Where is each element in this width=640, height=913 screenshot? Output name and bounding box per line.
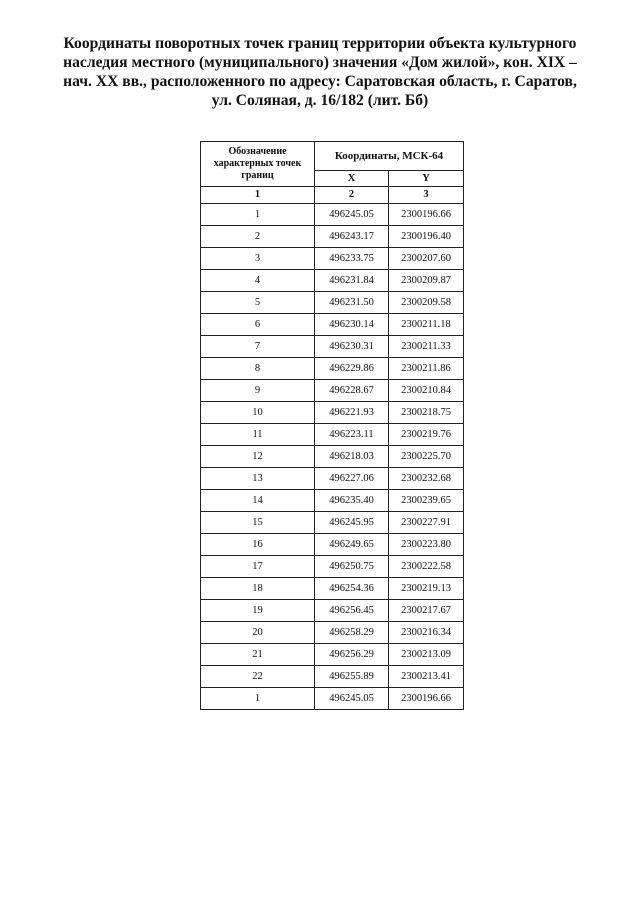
table-row — [201, 534, 464, 556]
point-cell: 22 — [201, 666, 315, 688]
table-row — [201, 578, 464, 600]
x-coordinate-cell: 496243.17 — [315, 226, 389, 248]
point-cell: 19 — [201, 600, 315, 622]
x-coordinate-cell: 496245.05 — [315, 204, 389, 226]
table-row — [201, 314, 464, 336]
x-coordinate-cell: 496256.29 — [315, 644, 389, 666]
x-coordinate-cell: 496255.89 — [315, 666, 389, 688]
table-row — [201, 270, 464, 292]
title-line-3: нач. XX вв., расположенного по адресу: Саратовская область, г. Саратов, — [63, 73, 577, 90]
point-cell: 15 — [201, 512, 315, 534]
point-cell: 10 — [201, 402, 315, 424]
y-coordinate-cell: 2300210.84 — [389, 380, 464, 402]
table-row — [201, 380, 464, 402]
point-cell: 14 — [201, 490, 315, 512]
y-coordinate-cell: 2300211.33 — [389, 336, 464, 358]
point-cell: 6 — [201, 314, 315, 336]
table-row — [201, 226, 464, 248]
y-coordinate-cell: 2300232.68 — [389, 468, 464, 490]
y-coordinate-cell: 2300211.18 — [389, 314, 464, 336]
x-coordinate-cell: 496245.05 — [315, 688, 389, 710]
y-coordinate-cell: 2300219.76 — [389, 424, 464, 446]
table-row — [201, 336, 464, 358]
point-cell: 1 — [201, 688, 315, 710]
y-coordinate-cell: 2300196.66 — [389, 688, 464, 710]
table-row — [201, 446, 464, 468]
table-row — [201, 622, 464, 644]
x-coordinate-cell: 496231.84 — [315, 270, 389, 292]
y-coordinate-cell: 2300218.75 — [389, 402, 464, 424]
x-coordinate-cell: 496227.06 — [315, 468, 389, 490]
title-line-4: ул. Соляная, д. 16/182 (лит. Бб) — [211, 92, 429, 109]
y-coordinate-cell: 2300222.58 — [389, 556, 464, 578]
y-coordinate-cell: 2300216.34 — [389, 622, 464, 644]
column-number-1: 1 — [201, 187, 315, 204]
table-row — [201, 292, 464, 314]
point-cell: 13 — [201, 468, 315, 490]
title-line-2: наследия местного (муниципального) значения «Дом жилой», кон. XIX – — [63, 54, 577, 71]
x-coordinate-cell: 496256.45 — [315, 600, 389, 622]
column-number-3: 3 — [389, 187, 464, 204]
point-cell: 1 — [201, 204, 315, 226]
x-coordinate-cell: 496233.75 — [315, 248, 389, 270]
y-coordinate-cell: 2300209.87 — [389, 270, 464, 292]
point-cell: 11 — [201, 424, 315, 446]
x-coordinate-cell: 496228.67 — [315, 380, 389, 402]
header-coordinates-cell: Координаты, МСК-64 — [315, 142, 464, 171]
header-points-cell: Обозначение характерных точек границ — [201, 142, 315, 187]
x-coordinate-cell: 496258.29 — [315, 622, 389, 644]
y-coordinate-cell: 2300213.41 — [389, 666, 464, 688]
point-cell: 16 — [201, 534, 315, 556]
y-coordinate-cell: 2300196.40 — [389, 226, 464, 248]
x-coordinate-cell: 496231.50 — [315, 292, 389, 314]
point-cell: 17 — [201, 556, 315, 578]
point-cell: 7 — [201, 336, 315, 358]
x-coordinate-cell: 496221.93 — [315, 402, 389, 424]
y-coordinate-cell: 2300219.13 — [389, 578, 464, 600]
point-cell: 5 — [201, 292, 315, 314]
table-row — [201, 556, 464, 578]
title-line-1: Координаты поворотных точек границ территории объекта культурного — [63, 35, 577, 52]
x-coordinate-cell: 496223.11 — [315, 424, 389, 446]
y-coordinate-cell: 2300196.66 — [389, 204, 464, 226]
point-cell: 8 — [201, 358, 315, 380]
table-row — [201, 402, 464, 424]
table-row — [201, 688, 464, 710]
x-coordinate-cell: 496250.75 — [315, 556, 389, 578]
x-coordinate-cell: 496254.36 — [315, 578, 389, 600]
x-coordinate-cell: 496230.14 — [315, 314, 389, 336]
y-coordinate-cell: 2300213.09 — [389, 644, 464, 666]
x-coordinate-cell: 496230.31 — [315, 336, 389, 358]
x-coordinate-cell: 496245.95 — [315, 512, 389, 534]
point-cell: 9 — [201, 380, 315, 402]
document-title — [40, 34, 600, 110]
y-coordinate-cell: 2300211.86 — [389, 358, 464, 380]
point-cell: 4 — [201, 270, 315, 292]
x-coordinate-cell: 496235.40 — [315, 490, 389, 512]
table-row — [201, 468, 464, 490]
table-row — [201, 666, 464, 688]
point-cell: 12 — [201, 446, 315, 468]
point-cell: 18 — [201, 578, 315, 600]
header-x-cell: X — [315, 171, 389, 187]
coordinates-table — [200, 141, 464, 710]
table-row — [201, 204, 464, 226]
y-coordinate-cell: 2300209.58 — [389, 292, 464, 314]
y-coordinate-cell: 2300207.60 — [389, 248, 464, 270]
x-coordinate-cell: 496229.86 — [315, 358, 389, 380]
point-cell: 21 — [201, 644, 315, 666]
table-row — [201, 424, 464, 446]
y-coordinate-cell: 2300239.65 — [389, 490, 464, 512]
table-row — [201, 358, 464, 380]
y-coordinate-cell: 2300225.70 — [389, 446, 464, 468]
y-coordinate-cell: 2300223.80 — [389, 534, 464, 556]
table-row — [201, 248, 464, 270]
header-y-cell: Y — [389, 171, 464, 187]
column-number-2: 2 — [315, 187, 389, 204]
point-cell: 3 — [201, 248, 315, 270]
y-coordinate-cell: 2300217.67 — [389, 600, 464, 622]
table-row — [201, 644, 464, 666]
x-coordinate-cell: 496249.65 — [315, 534, 389, 556]
table-row — [201, 490, 464, 512]
point-cell: 2 — [201, 226, 315, 248]
x-coordinate-cell: 496218.03 — [315, 446, 389, 468]
table-row — [201, 600, 464, 622]
table-row — [201, 512, 464, 534]
y-coordinate-cell: 2300227.91 — [389, 512, 464, 534]
point-cell: 20 — [201, 622, 315, 644]
